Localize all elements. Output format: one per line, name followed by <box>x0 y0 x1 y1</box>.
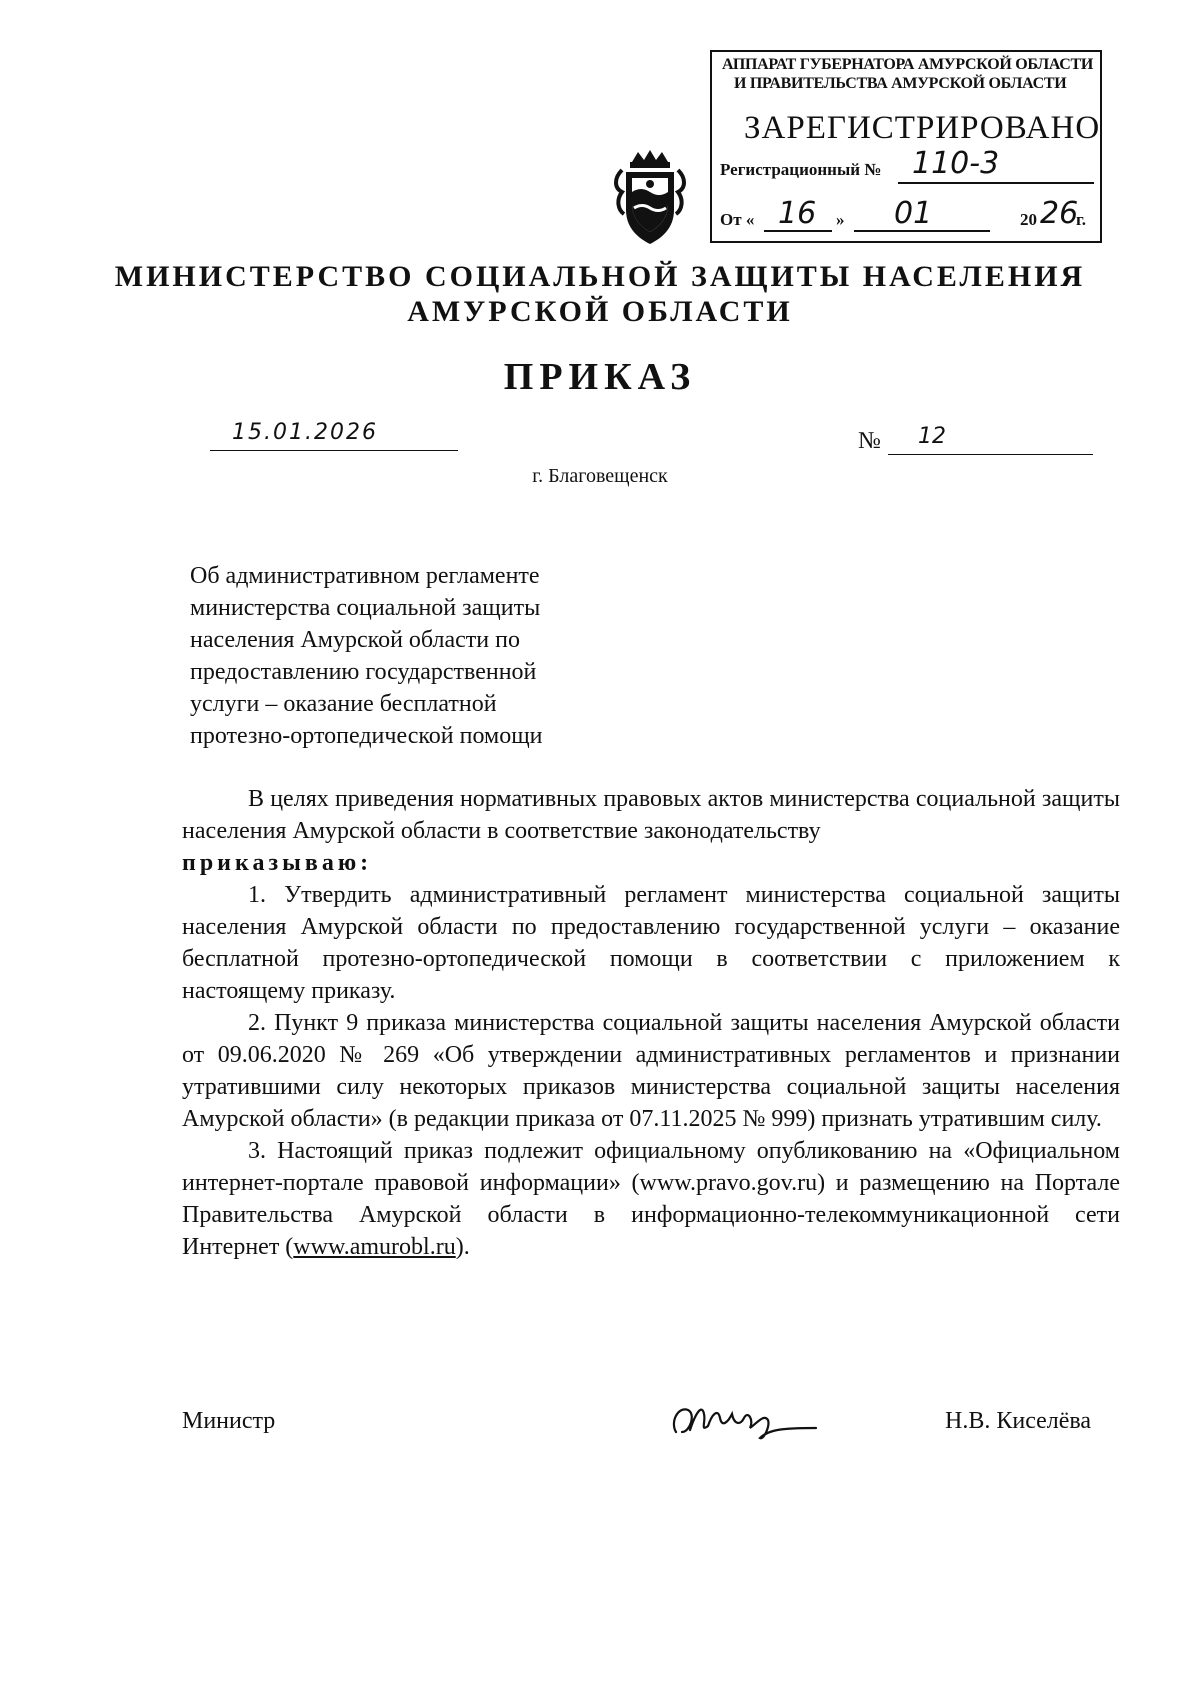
city: г. Благовещенск <box>532 465 668 487</box>
stamp-date-month: 01 <box>894 196 933 231</box>
stamp-reg-number-underline <box>898 182 1094 184</box>
stamp-org-line2: И ПРАВИТЕЛЬСТВА АМУРСКОЙ ОБЛАСТИ <box>734 75 1067 92</box>
item-2: 2. Пункт 9 приказа министерства социальной защиты населения Амурской области от 09.06.2020 № 269 «Об утверждении административных регламентов и признании утратившими силу некоторых приказов министерства социальной защиты населения Амурской области» (в редакции приказа от 07.11.2025 № 999) признать утратившим силу. <box>182 1010 1120 1132</box>
subject-line: услуги – оказание бесплатной <box>190 691 497 717</box>
order-date: 15.01.2026 <box>232 420 378 445</box>
registration-stamp <box>710 50 1102 243</box>
item-1: 1. Утвердить административный регламент министерства социальной защиты населения Амурской области по предоставлению государственной услуги – оказание бесплатной протезно-ортопедической помощи в соответствии с приложением к настоящему приказу. <box>182 882 1120 1004</box>
ministry-name-line1: МИНИСТЕРСТВО СОЦИАЛЬНОЙ ЗАЩИТЫ НАСЕЛЕНИЯ <box>114 260 1086 293</box>
order-body <box>182 783 1120 1263</box>
ministry-name-line2: АМУРСКОЙ ОБЛАСТИ <box>407 295 793 328</box>
subject-line: Об административном регламенте <box>190 563 540 589</box>
signer-title: Министр <box>182 1408 276 1434</box>
item-3 <box>182 1135 1120 1263</box>
stamp-date-mid: » <box>836 210 845 229</box>
stamp-registered: ЗАРЕГИСТРИРОВАНО <box>744 110 1101 146</box>
stamp-date-prefix: От « <box>720 210 755 229</box>
order-date-field <box>210 420 458 451</box>
signer-name: Н.В. Киселёва <box>945 1408 1092 1434</box>
intro-paragraph: В целях приведения нормативных правовых актов министерства социальной защиты населения Амурской области в соответствие законодательству <box>182 786 1120 844</box>
item-3-text: 3. Настоящий приказ подлежит официальному опубликованию на «Официальном интернет-портале правовой информации» (www.pravo.gov.ru) и размещению на Портале Правительства Амурской области в информационно-телекоммуникационной сети Интернет ( <box>182 1138 1120 1260</box>
subject-line: протезно-ортопедической помощи <box>190 723 543 749</box>
stamp-reg-number-label: Регистрационный № <box>720 160 882 179</box>
subject-line: населения Амурской области по <box>190 627 520 653</box>
order-number: 12 <box>918 424 946 449</box>
subject-line: министерства социальной защиты <box>190 595 541 621</box>
order-word: приказываю: <box>182 850 373 876</box>
stamp-org-line1: АППАРАТ ГУБЕРНАТОРА АМУРСКОЙ ОБЛАСТИ <box>722 56 1094 73</box>
signature-icon <box>668 1392 818 1444</box>
order-number-field <box>888 424 1093 455</box>
stamp-reg-number: 110-3 <box>912 146 1000 181</box>
stamp-year-prefix: 20 <box>1020 210 1037 229</box>
stamp-year-suffix: 26 <box>1040 196 1079 231</box>
item-3-end: ). <box>455 1234 470 1260</box>
amurobl-link[interactable]: www.amurobl.ru <box>293 1234 456 1260</box>
order-number-label: № <box>858 428 881 454</box>
order-subject <box>190 560 630 752</box>
subject-line: предоставлению государственной <box>190 659 537 685</box>
stamp-date-day: 16 <box>778 196 817 231</box>
coat-of-arms-icon <box>612 148 688 248</box>
stamp-year-end: г. <box>1076 210 1087 229</box>
document-type: ПРИКАЗ <box>503 356 697 398</box>
